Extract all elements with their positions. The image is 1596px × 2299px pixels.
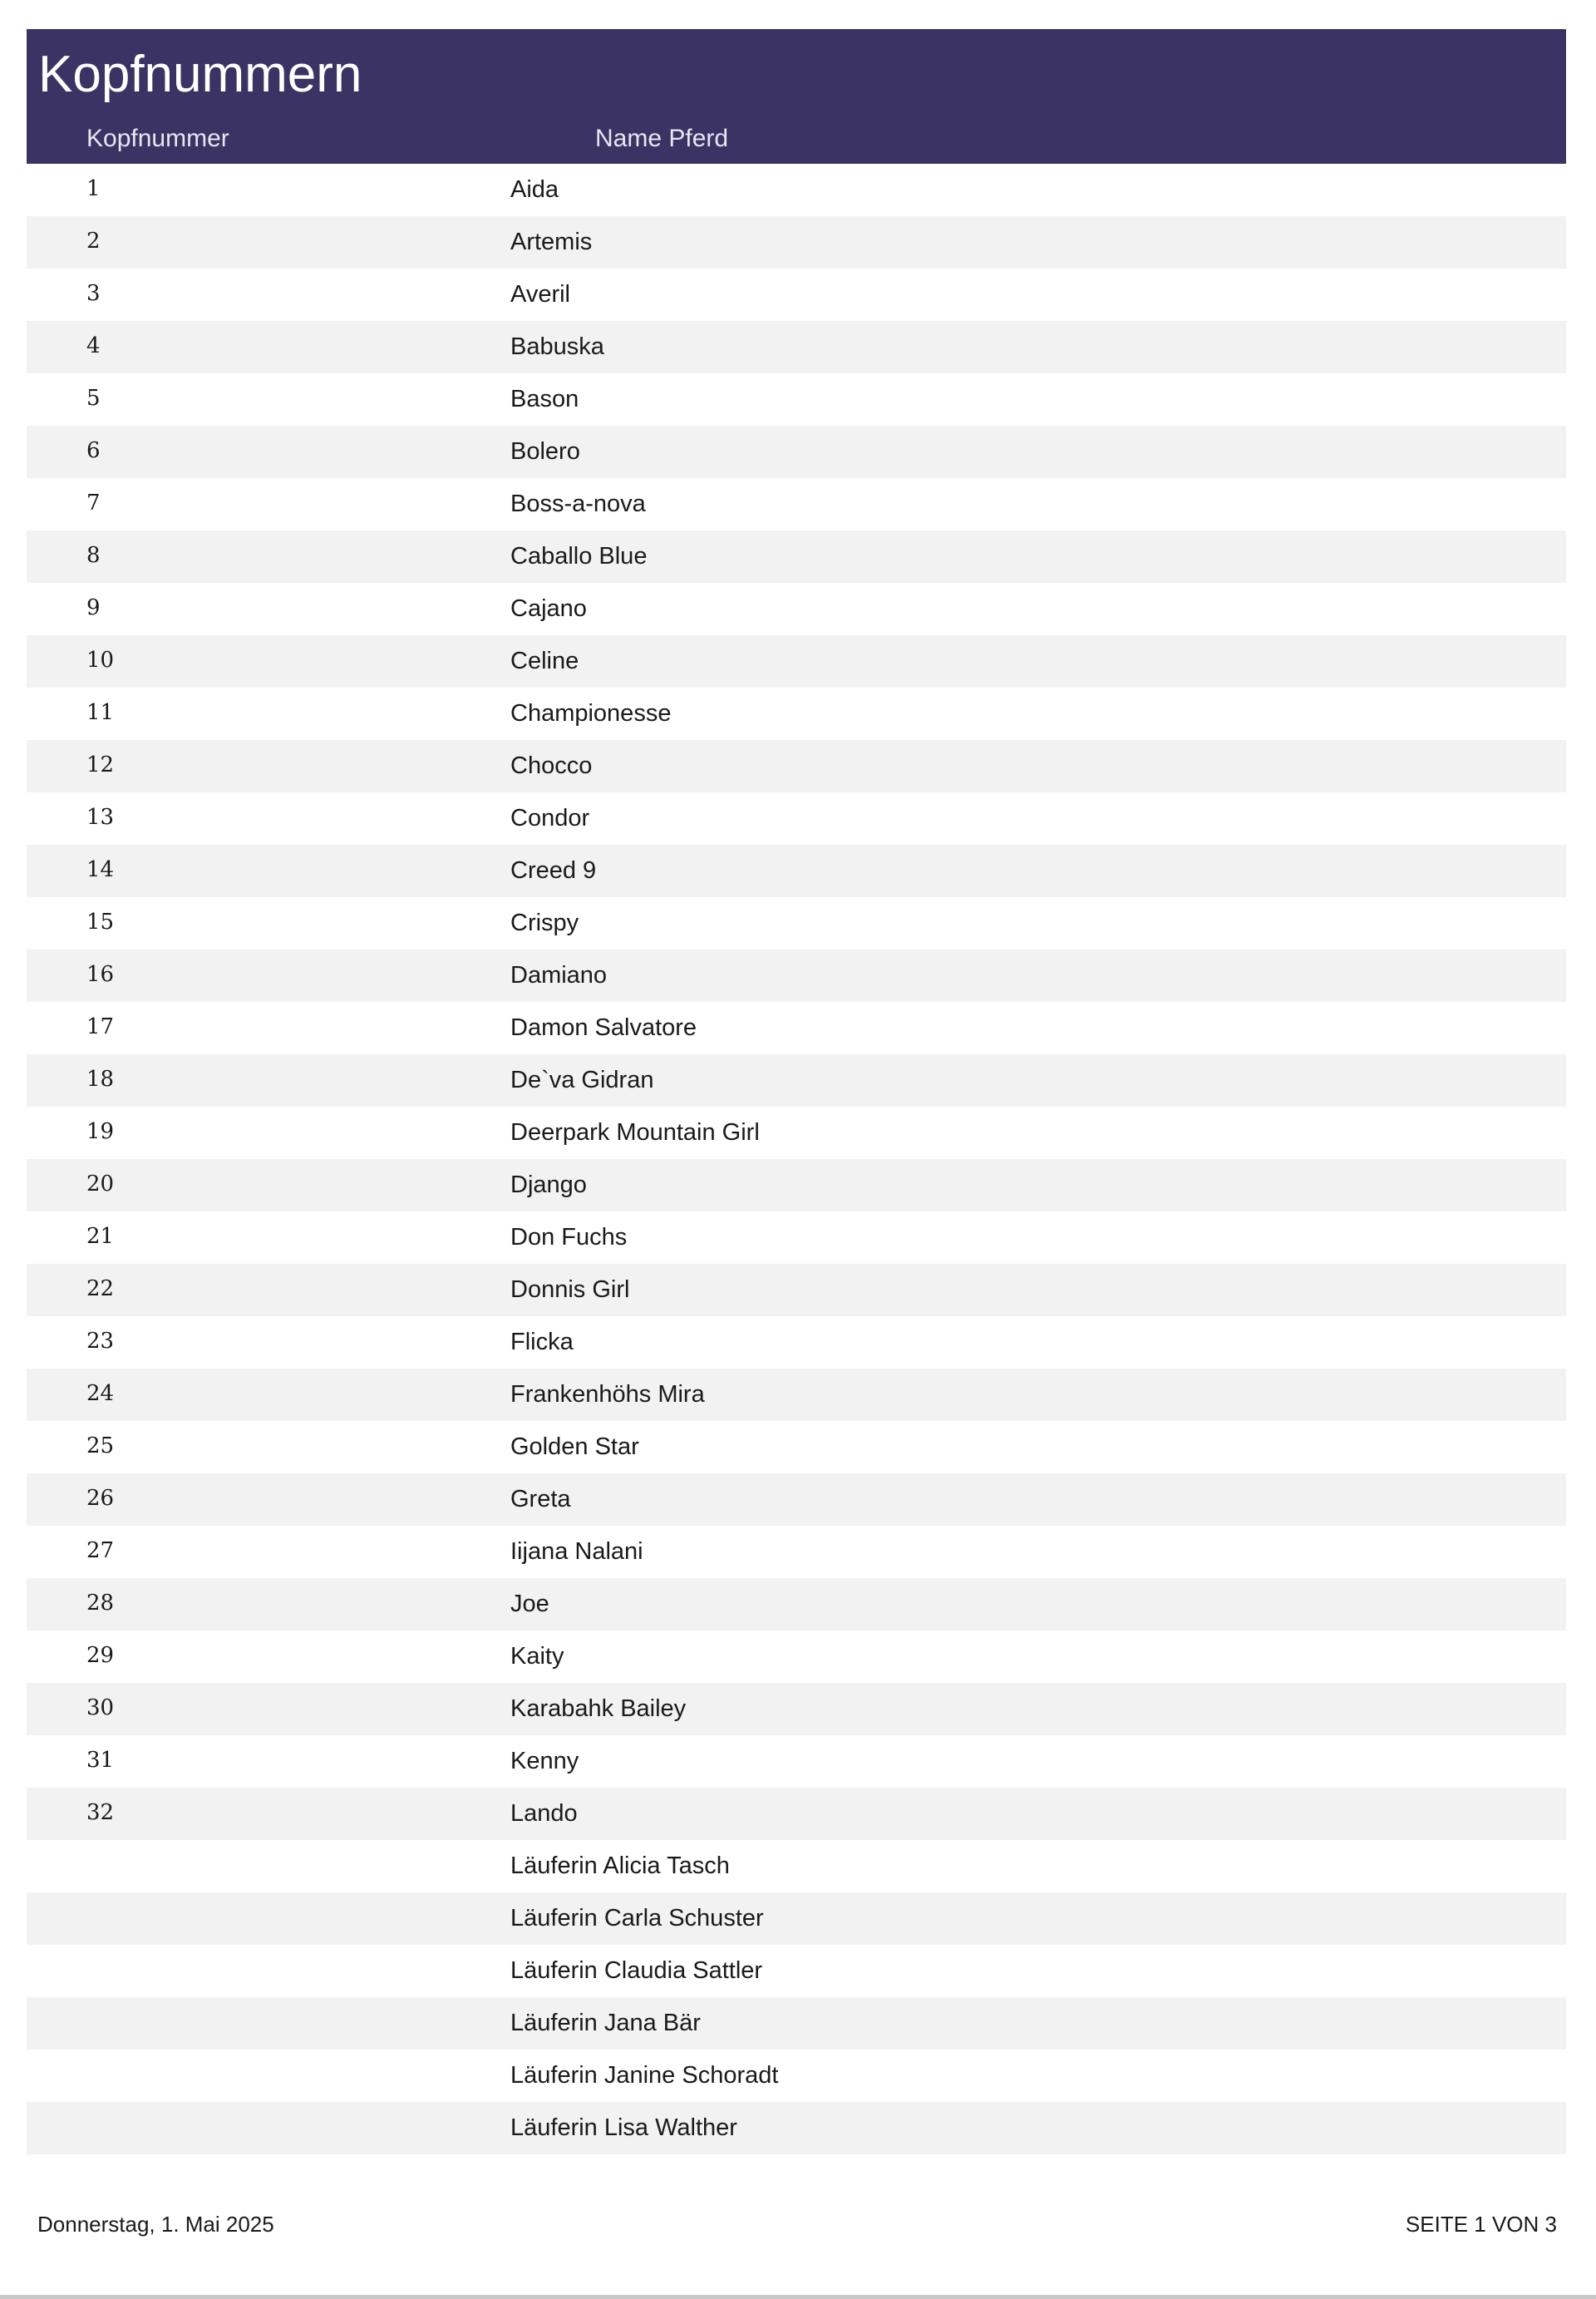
row-kopfnummer: 20	[86, 1172, 115, 1196]
table-row	[27, 1421, 1566, 1473]
table-row	[27, 2050, 1566, 2102]
table-row	[27, 1002, 1566, 1054]
table-row	[27, 1107, 1566, 1159]
row-horse-name: Boss-a-nova	[510, 491, 646, 517]
row-horse-name: De`va Gidran	[510, 1067, 654, 1093]
row-kopfnummer: 2	[86, 229, 101, 254]
table-row	[27, 635, 1566, 688]
row-horse-name: Damon Salvatore	[510, 1014, 697, 1041]
row-kopfnummer: 1	[86, 176, 101, 201]
row-kopfnummer: 17	[86, 1014, 115, 1039]
row-kopfnummer: 26	[86, 1486, 115, 1511]
table-row	[27, 1369, 1566, 1421]
footer-page-number: SEITE 1 VON 3	[1405, 2212, 1557, 2237]
table-row	[27, 740, 1566, 792]
report	[27, 29, 1566, 2154]
column-header-name-pferd: Name Pferd	[595, 125, 729, 152]
table-row	[27, 688, 1566, 740]
row-horse-name: Flicka	[510, 1329, 574, 1355]
table-row	[27, 1945, 1566, 1997]
row-horse-name: Läuferin Carla Schuster	[510, 1905, 764, 1931]
row-horse-name: Damiano	[510, 962, 608, 989]
row-horse-name: Kenny	[510, 1748, 579, 1774]
row-horse-name: Golden Star	[510, 1433, 639, 1460]
row-horse-name: Condor	[510, 805, 590, 831]
row-kopfnummer: 8	[86, 543, 101, 568]
row-horse-name: Babuska	[510, 333, 604, 360]
row-horse-name: Chocco	[510, 752, 593, 779]
row-kopfnummer: 29	[86, 1643, 115, 1668]
row-horse-name: Läuferin Lisa Walther	[510, 2114, 737, 2141]
row-kopfnummer: 31	[86, 1748, 115, 1773]
table-row	[27, 1316, 1566, 1369]
row-horse-name: Läuferin Claudia Sattler	[510, 1957, 763, 1984]
row-horse-name: Championesse	[510, 700, 672, 727]
row-kopfnummer: 14	[86, 857, 115, 882]
table-row	[27, 426, 1566, 478]
table-row	[27, 1997, 1566, 2050]
row-kopfnummer: 28	[86, 1591, 115, 1616]
row-horse-name: Caballo Blue	[510, 543, 648, 570]
horse-list	[27, 164, 1566, 2154]
table-row	[27, 1578, 1566, 1631]
footer-date: Donnerstag, 1. Mai 2025	[37, 2212, 274, 2237]
table-row	[27, 792, 1566, 845]
table-row	[27, 1473, 1566, 1526]
row-kopfnummer: 32	[86, 1800, 115, 1825]
row-horse-name: Cajano	[510, 595, 587, 622]
row-kopfnummer: 27	[86, 1538, 115, 1563]
table-row	[27, 530, 1566, 583]
row-kopfnummer: 18	[86, 1067, 115, 1092]
row-horse-name: Deerpark Mountain Girl	[510, 1119, 760, 1146]
row-kopfnummer: 15	[86, 910, 115, 935]
bottom-divider	[0, 2295, 1596, 2299]
row-kopfnummer: 9	[86, 595, 101, 620]
row-kopfnummer: 7	[86, 491, 101, 516]
table-row	[27, 1788, 1566, 1840]
row-horse-name: Läuferin Janine Schoradt	[510, 2062, 779, 2089]
row-horse-name: Läuferin Alicia Tasch	[510, 1853, 730, 1879]
row-horse-name: Crispy	[510, 910, 579, 936]
row-horse-name: Läuferin Jana Bär	[510, 2010, 701, 2036]
row-kopfnummer: 23	[86, 1329, 115, 1354]
table-row	[27, 373, 1566, 426]
row-kopfnummer: 30	[86, 1695, 115, 1720]
row-kopfnummer: 3	[86, 281, 101, 306]
row-kopfnummer: 11	[86, 700, 115, 725]
table-row	[27, 583, 1566, 635]
row-horse-name: Kaity	[510, 1643, 564, 1670]
table-row	[27, 1159, 1566, 1211]
row-kopfnummer: 6	[86, 438, 101, 463]
table-row	[27, 1735, 1566, 1788]
table-row	[27, 321, 1566, 373]
table-row	[27, 216, 1566, 269]
row-horse-name: Creed 9	[510, 857, 597, 884]
row-horse-name: Don Fuchs	[510, 1224, 628, 1251]
table-row	[27, 164, 1566, 216]
report-header	[27, 29, 1566, 164]
table-row	[27, 1892, 1566, 1945]
row-kopfnummer: 4	[86, 333, 101, 358]
row-horse-name: Artemis	[510, 229, 593, 255]
table-row	[27, 269, 1566, 321]
row-horse-name: Django	[510, 1172, 587, 1198]
page-title: Kopfnummern	[38, 46, 362, 103]
row-horse-name: Lando	[510, 1800, 578, 1827]
row-kopfnummer: 24	[86, 1381, 115, 1406]
row-horse-name: Averil	[510, 281, 570, 308]
row-kopfnummer: 21	[86, 1224, 115, 1249]
table-row	[27, 1526, 1566, 1578]
row-kopfnummer: 16	[86, 962, 115, 987]
row-horse-name: Donnis Girl	[510, 1276, 630, 1303]
table-row	[27, 897, 1566, 950]
table-row	[27, 1683, 1566, 1735]
column-header-kopfnummer: Kopfnummer	[86, 125, 229, 152]
row-kopfnummer: 25	[86, 1433, 115, 1458]
row-kopfnummer: 10	[86, 648, 115, 673]
table-row	[27, 478, 1566, 530]
table-row	[27, 1264, 1566, 1316]
table-row	[27, 845, 1566, 897]
row-horse-name: Karabahk Bailey	[510, 1695, 687, 1722]
row-kopfnummer: 19	[86, 1119, 115, 1144]
table-row	[27, 1211, 1566, 1264]
table-row	[27, 1631, 1566, 1683]
row-horse-name: Greta	[510, 1486, 571, 1512]
table-row	[27, 2102, 1566, 2154]
row-horse-name: Aida	[510, 176, 559, 203]
row-kopfnummer: 22	[86, 1276, 115, 1301]
table-row	[27, 1840, 1566, 1892]
row-horse-name: Bason	[510, 386, 579, 412]
table-row	[27, 1054, 1566, 1107]
row-kopfnummer: 13	[86, 805, 115, 830]
row-horse-name: Celine	[510, 648, 579, 674]
row-horse-name: Iijana Nalani	[510, 1538, 643, 1565]
row-horse-name: Joe	[510, 1591, 549, 1617]
table-row	[27, 950, 1566, 1002]
row-kopfnummer: 12	[86, 752, 115, 777]
row-horse-name: Frankenhöhs Mira	[510, 1381, 705, 1408]
row-kopfnummer: 5	[86, 386, 101, 411]
row-horse-name: Bolero	[510, 438, 580, 465]
